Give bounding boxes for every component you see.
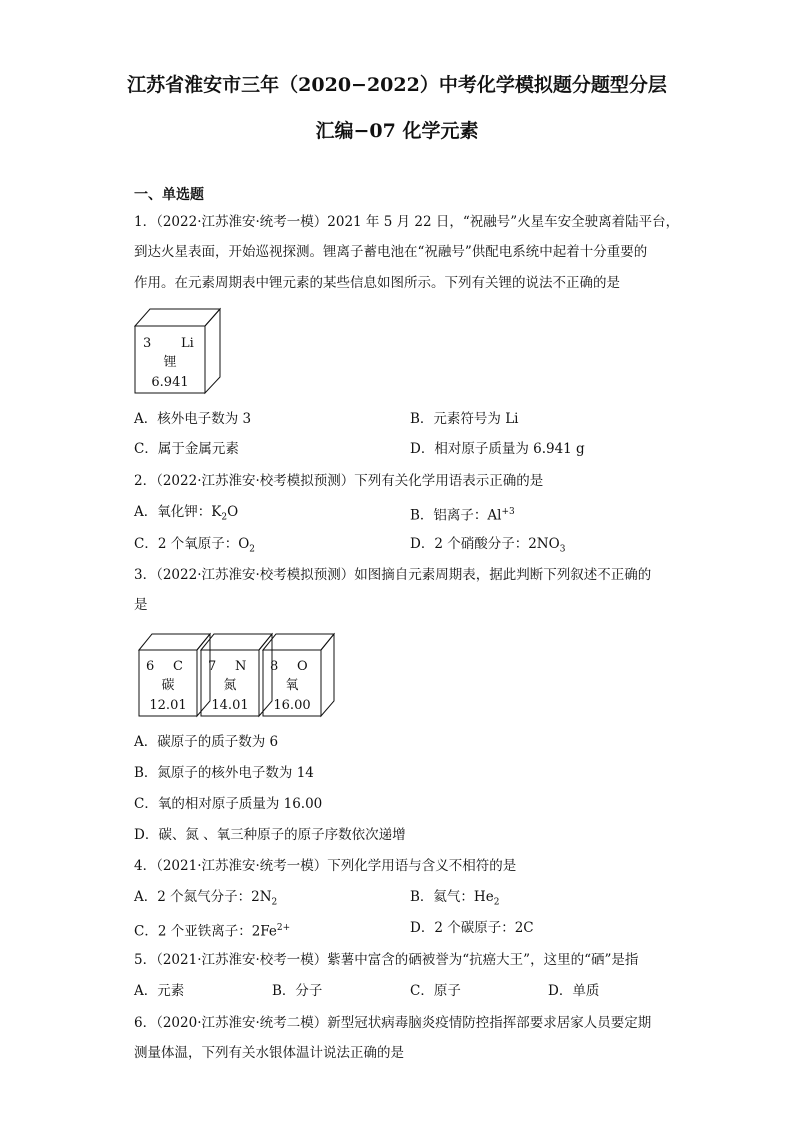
o-mass: 16.00: [273, 698, 311, 713]
q3-option-c: C．氧的相对原子质量为 16.00: [134, 796, 323, 812]
q4-option-d: D．2 个碳原子：2C: [410, 920, 534, 936]
li-symbol: Li: [181, 336, 194, 351]
q3-option-d: D．碳、氮 、氧三种原子的原子序数依次递增: [134, 827, 406, 843]
q4-option-a: A．2 个氮气分子：$2N_2$: [134, 889, 278, 908]
q2-stem: 2．（2022·江苏淮安·校考模拟预测）下列有关化学用语表示正确的是: [134, 473, 544, 489]
o-name: 氧: [285, 678, 299, 693]
doc-title-line2: 汇编−07 化学元素: [315, 120, 479, 142]
q3-line1: 3．（2022·江苏淮安·校考模拟预测）如图摘自元素周期表，据此判断下列叙述不正确的: [134, 567, 652, 583]
periodic-table-excerpt: [136, 630, 336, 720]
q2-option-b: B．铝离子：$Al^{+3}$: [410, 507, 515, 524]
q2-option-d: D．2 个硝酸分子：$2NO_3$: [410, 536, 566, 555]
q5-option-b: B．分子: [272, 983, 323, 999]
n-symbol: N: [235, 659, 247, 674]
q3-option-a: A．碳原子的质子数为 6: [134, 734, 279, 750]
q1-line2: 到达火星表面，开始巡视探测。锂离子蓄电池在“祝融号”供配电系统中起着十分重要的: [134, 244, 648, 260]
c-mass: 12.01: [149, 698, 187, 713]
li-name: 锂: [163, 355, 177, 370]
q1-option-d: D．相对原子质量为 6.941 g: [410, 441, 585, 457]
carbon-element-cell: [139, 634, 210, 716]
q4-stem: 4．（2021·江苏淮安·统考一模）下列化学用语与含义不相符的是: [134, 858, 517, 874]
q2-option-c: C．2 个氧原子：$O_2$: [134, 536, 256, 555]
q5-stem: 5．（2021·江苏淮安·校考一模）紫薯中富含的硒被誉为“抗癌大王”，这里的“硒”是指: [134, 952, 639, 968]
lithium-element-cell: [132, 306, 224, 396]
q3-option-b: B．氮原子的核外电子数为 14: [134, 765, 314, 781]
q4-option-b: B．氦气：$He_2$: [410, 889, 500, 908]
li-atomic-number: 3: [143, 336, 152, 351]
q6-line2: 测量体温，下列有关水银体温计说法正确的是: [134, 1045, 404, 1061]
q1-line3: 作用。在元素周期表中锂元素的某些信息如图所示。下列有关锂的说法不正确的是: [134, 275, 620, 291]
o-atomic-number: 8: [270, 659, 279, 674]
o-symbol: O: [297, 659, 308, 674]
n-name: 氮: [223, 678, 237, 693]
doc-title-line1: 江苏省淮安市三年（2020−2022）中考化学模拟题分题型分层: [127, 74, 667, 96]
q6-line1: 6．（2020·江苏淮安·统考二模）新型冠状病毒脑炎疫情防控指挥部要求居家人员要定期: [134, 1015, 652, 1031]
q3-line2: 是: [134, 597, 148, 613]
c-atomic-number: 6: [146, 659, 155, 674]
q5-option-a: A．元素: [134, 983, 185, 999]
q1-option-c: C．属于金属元素: [134, 441, 239, 457]
q5-option-c: C．原子: [410, 983, 461, 999]
section-heading: 一、单选题: [134, 187, 204, 203]
n-mass: 14.01: [211, 698, 249, 713]
li-mass: 6.941: [151, 375, 189, 390]
q2-option-a: A．氧化钾：$K_2O$: [134, 504, 239, 523]
q1-option-a: A．核外电子数为 3: [134, 411, 252, 427]
c-name: 碳: [161, 678, 175, 693]
q1-line1: 1．（2022·江苏淮安·统考一模）2021 年 5 月 22 日，“祝融号”火星车安全驶离着陆平台，: [134, 214, 680, 230]
q5-option-d: D．单质: [548, 983, 600, 999]
q1-option-b: B．元素符号为 Li: [410, 411, 519, 427]
q4-option-c: C．2 个亚铁离子：$2Fe^{2+}$: [134, 923, 291, 940]
c-symbol: C: [173, 659, 183, 674]
n-atomic-number: 7: [208, 659, 217, 674]
oxygen-element-cell: [263, 634, 334, 716]
nitrogen-element-cell: [201, 634, 272, 716]
